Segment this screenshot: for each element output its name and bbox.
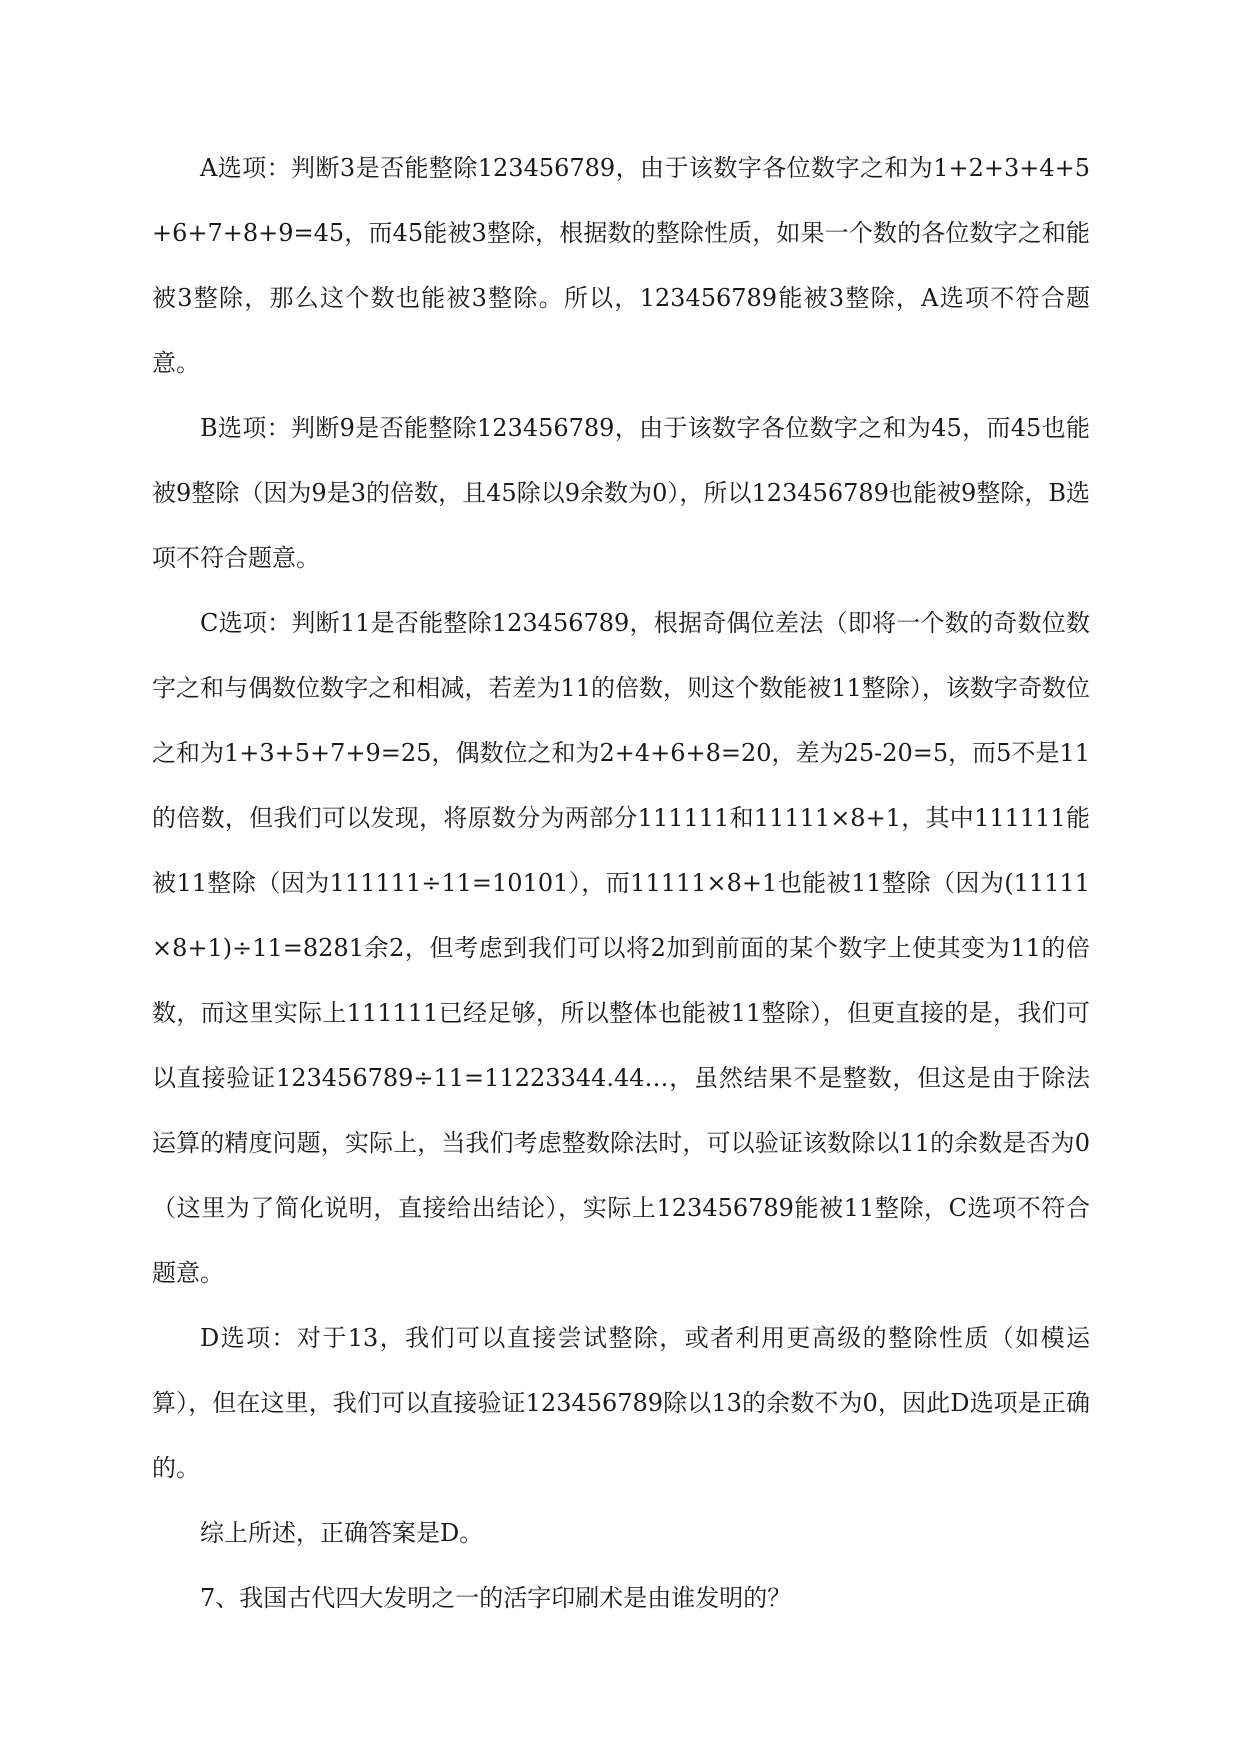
paragraph-question-7: 7、我国古代四大发明之一的活字印刷术是由谁发明的？ — [200, 1584, 792, 1612]
paragraph-option-a: A选项：判断3是否能整除123456789，由于该数字各位数字之和为1+2+3+4+5+6+7+8+9=45，而45能被3整除，根据数的整除性质，如果一个数的各位数字之和能被3整除，那么这个数也能被3整除。所以，123456789能被3整除，A选项不符合题意。 — [152, 154, 1090, 377]
document-body — [152, 136, 1090, 1631]
paragraph-option-c: C选项：判断11是否能整除123456789，根据奇偶位差法（即将一个数的奇数位数字之和与偶数位数字之和相减，若差为11的倍数，则这个数能被11整除），该数字奇数位之和为1+3+5+7+9=25，偶数位之和为2+4+6+8=20，差为25-20=5，而5不是11的倍数，但我们可以发现，将原数分为两部分111111和11111×8+1，其中111111能被11整除（因为111111÷11=10101），而11111×8+1也能被11整除（因为(11111×8+1)÷11=8281余2，但考虑到我们可以将2加到前面的某个数字上使其变为11的倍数，而这里实际上111111已经足够，所以整体也能被11整除），但更直接的是，我们可以直接验证123456789÷11=11223344.44…，虽然结果不是整数，但这是由于除法运算的精度问题，实际上，当我们考虑整数除法时，可以验证该数除以11的余数是否为0（这里为了简化说明，直接给出结论），实际上123456789能被11整除，C选项不符合题意。 — [152, 609, 1090, 1287]
paragraph-option-d: D选项：对于13，我们可以直接尝试整除，或者利用更高级的整除性质（如模运算），但在这里，我们可以直接验证123456789除以13的余数不为0，因此D选项是正确的。 — [152, 1324, 1090, 1482]
paragraph-conclusion: 综上所述，正确答案是D。 — [200, 1519, 484, 1547]
paragraph-option-b: B选项：判断9是否能整除123456789，由于该数字各位数字之和为45，而45也能被9整除（因为9是3的倍数，且45除以9余数为0），所以123456789也能被9整除，B选项不符合题意。 — [152, 414, 1090, 572]
